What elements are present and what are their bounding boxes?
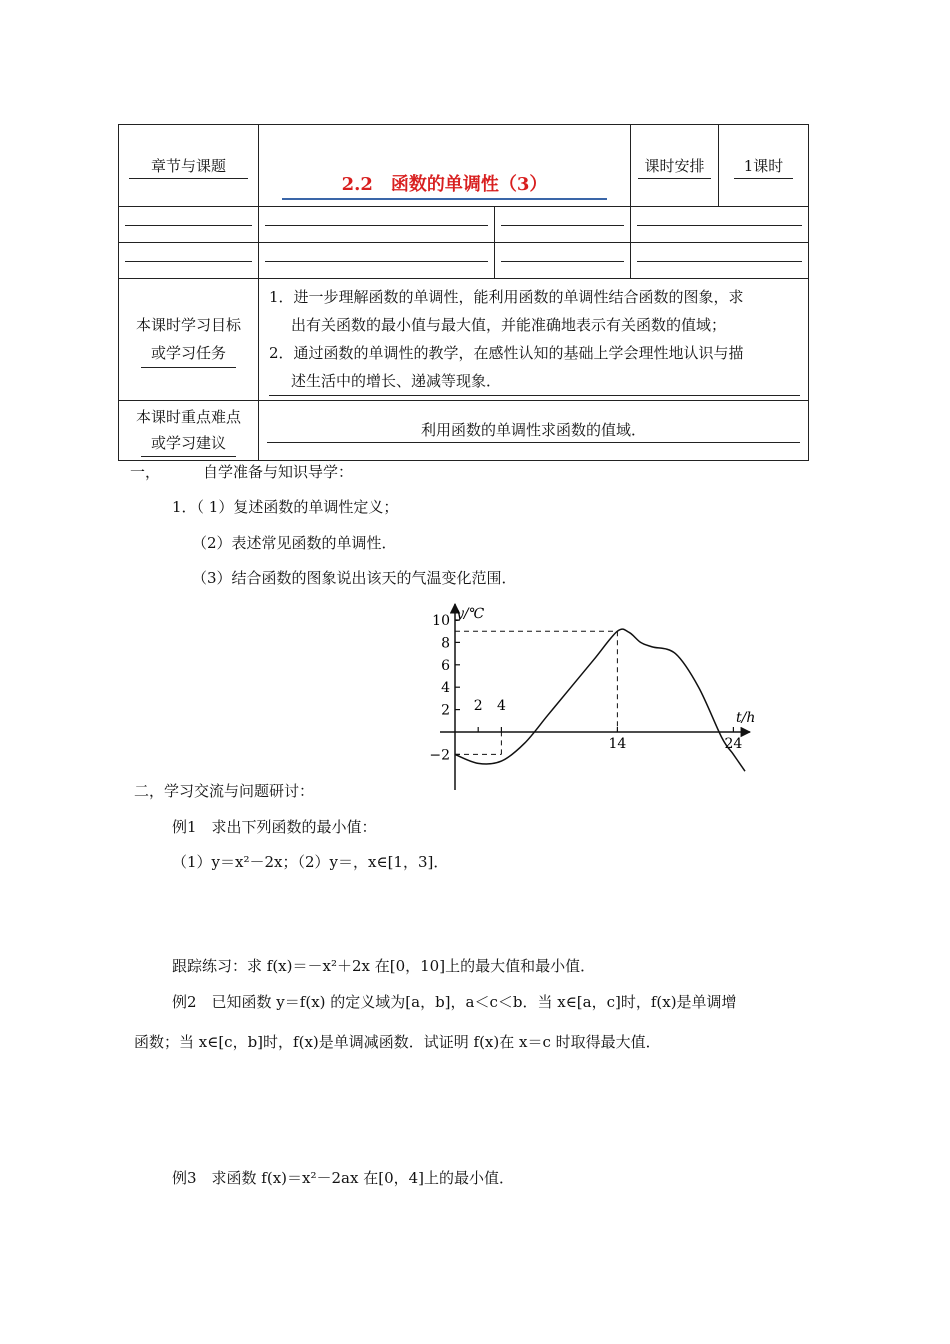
key-label-cell: [119, 401, 259, 461]
y-tick-label: −2: [429, 747, 450, 764]
blank-cell: [119, 207, 259, 243]
temperature-chart: [400, 600, 770, 800]
y-tick-label: 2: [441, 702, 450, 719]
objectives-label-1: 本课时学习目标: [135, 316, 241, 334]
blank-line: [637, 224, 802, 226]
blank-cell: [631, 207, 809, 243]
blank-cell: [631, 243, 809, 279]
blank-line: [265, 224, 488, 226]
y-axis-label: y/℃: [456, 606, 485, 622]
section2-heading: 二，学习交流与问题研讨：: [134, 782, 315, 800]
title-cell: [259, 125, 631, 207]
chapter-label: 章节与课题: [129, 155, 248, 179]
y-tick-label: 8: [441, 635, 450, 652]
y-tick-label: 6: [441, 657, 450, 674]
x-axis-label: t/h: [736, 710, 756, 726]
blank-line: [125, 224, 252, 226]
x-tick-label: 24: [724, 736, 743, 752]
blank-cell: [259, 243, 495, 279]
blank-line: [125, 260, 252, 262]
lesson-title: 2.2 函数的单调性（3）: [282, 170, 608, 200]
example2-line2: 函数；当 x∈[c，b]时，f(x)是单调减函数．试证明 f(x)在 x＝c 时取得最大值．: [134, 1033, 661, 1051]
blank-line: [501, 260, 624, 262]
objectives-line-4: 述生活中的增长、递减等现象．: [269, 367, 800, 396]
objectives-line-3: 2．通过函数的单调性的教学，在感性认知的基础上学会理性地认识与描: [269, 344, 744, 362]
y-tick-label: 10: [432, 613, 450, 629]
x-tick-label: 14: [608, 736, 627, 752]
schedule-label: 课时安排: [638, 155, 710, 179]
chapter-label-cell: [119, 125, 259, 207]
blank-cell: [495, 243, 631, 279]
y-tick-label: 4: [441, 680, 450, 697]
section1-q1: 1．（ 1）复述函数的单调性定义；: [172, 498, 399, 516]
section1-q2: （2）表述常见函数的单调性．: [192, 534, 397, 552]
schedule-label-cell: [631, 125, 719, 207]
section1-heading-num: 一，: [130, 463, 161, 481]
example3: 例3 求函数 f(x)＝x²－2ax 在[0，4]上的最小值．: [172, 1169, 515, 1187]
schedule-value-cell: [719, 125, 809, 207]
example1-title: 例1 求出下列函数的最小值：: [172, 818, 377, 836]
objectives-label-cell: [119, 279, 259, 401]
lesson-header-table: [118, 124, 809, 461]
objectives-line-2: 出有关函数的最小值与最大值，并能准确地表示有关函数的值域；: [291, 316, 727, 334]
key-text: 利用函数的单调性求函数的值域．: [267, 419, 800, 443]
objectives-line-1: 1．进一步理解函数的单调性，能利用函数的单调性结合函数的图象，求: [269, 288, 744, 306]
key-text-cell: [259, 401, 809, 461]
practice-question: 跟踪练习：求 f(x)＝－x²＋2x 在[0，10]上的最大值和最小值．: [172, 957, 596, 975]
example1-body: （1）y＝x²－2x；（2）y＝，x∈[1，3]．: [172, 853, 449, 871]
objectives-cell: [259, 279, 809, 401]
objectives-label-2: 或学习任务: [141, 339, 236, 368]
blank-cell: [119, 243, 259, 279]
blank-line: [501, 224, 624, 226]
x-tick-label: 4: [496, 698, 506, 714]
section1-q3: （3）结合函数的图象说出该天的气温变化范围．: [192, 569, 517, 587]
key-label-1: 本课时重点难点: [135, 408, 241, 426]
blank-line: [265, 260, 488, 262]
x-tick-label: 2: [473, 698, 483, 714]
example2-line1: 例2 已知函数 y＝f(x) 的定义域为[a，b]，a＜c＜b．当 x∈[a，c]时，f(x)是单调增: [172, 993, 737, 1011]
schedule-value: 1课时: [734, 155, 794, 179]
key-label-2: 或学习建议: [141, 430, 236, 457]
section1-heading: 自学准备与知识导学：: [203, 463, 354, 481]
blank-cell: [259, 207, 495, 243]
blank-cell: [495, 207, 631, 243]
blank-line: [637, 260, 802, 262]
